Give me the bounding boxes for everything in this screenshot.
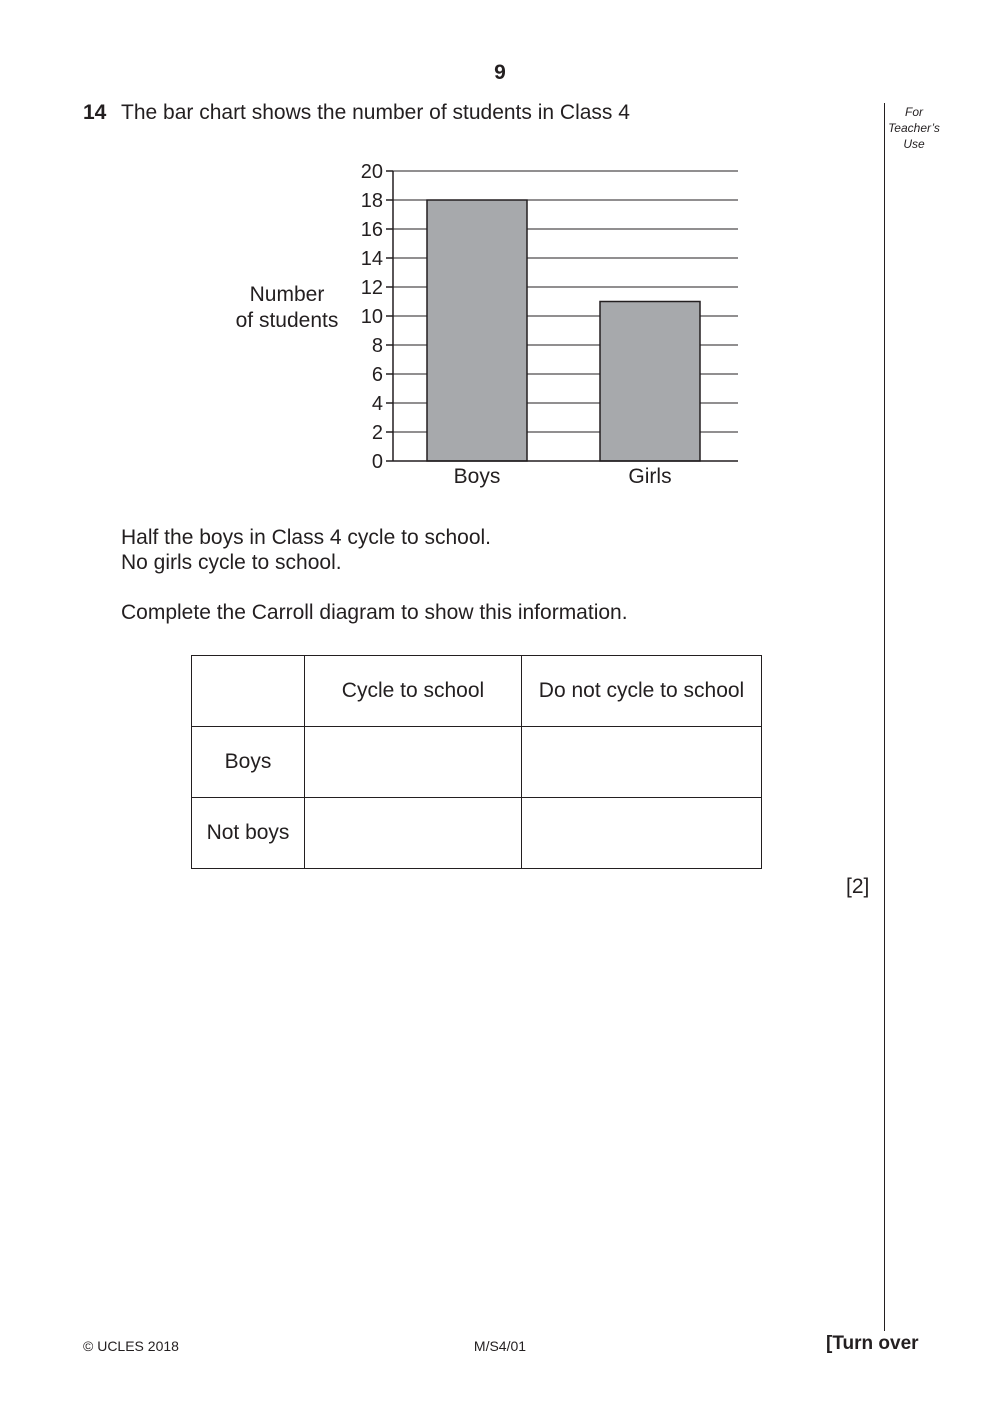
- info-girls-cycle: No girls cycle to school.: [121, 551, 342, 574]
- question-text: The bar chart shows the number of students in Class 4: [121, 101, 630, 124]
- page-number: 9: [494, 61, 506, 84]
- carroll-answer-cell[interactable]: [305, 798, 522, 869]
- carroll-answer-cell[interactable]: [305, 727, 522, 798]
- carroll-col-header: Cycle to school: [305, 656, 522, 727]
- x-tick-label: Boys: [453, 465, 501, 488]
- carroll-answer-cell[interactable]: [522, 727, 762, 798]
- carroll-corner-cell: [192, 656, 305, 727]
- teacher-use-label-line: For: [905, 105, 923, 119]
- carroll-answer-cell[interactable]: [522, 798, 762, 869]
- bar-girls: [600, 302, 700, 462]
- y-tick-label: 14: [360, 248, 383, 270]
- y-axis-label-line: of students: [235, 309, 339, 332]
- y-tick-label: 4: [371, 393, 383, 415]
- teacher-use-label-line: Teacher’s: [888, 121, 940, 135]
- y-tick-label: 10: [360, 306, 383, 328]
- y-tick-label: 0: [371, 451, 383, 473]
- y-tick-label: 12: [360, 277, 383, 299]
- y-tick-label: 8: [371, 335, 383, 357]
- y-tick-label: 18: [360, 190, 383, 212]
- bar-boys: [427, 200, 527, 461]
- x-axis-labels: [454, 465, 672, 488]
- info-boys-cycle: Half the boys in Class 4 cycle to school.: [121, 526, 492, 549]
- bar-chart: [0, 0, 1000, 500]
- y-tick-label: 2: [371, 422, 383, 444]
- carroll-diagram: [191, 655, 762, 869]
- y-tick-label: 16: [360, 219, 383, 241]
- x-tick-label: Girls: [628, 465, 672, 488]
- chart-bars: [427, 200, 700, 461]
- carroll-row-header: Not boys: [192, 798, 305, 869]
- marks-allocation: [2]: [846, 875, 870, 898]
- carroll-row-header: Boys: [192, 727, 305, 798]
- teacher-use-label-line: Use: [903, 137, 925, 151]
- question-number: 14: [83, 101, 107, 124]
- y-axis-ticks: [361, 161, 393, 473]
- paper-code: M/S4/01: [473, 1338, 527, 1354]
- y-axis-label-line: Number: [249, 283, 325, 306]
- turn-over-label: [Turn over: [826, 1333, 919, 1354]
- carroll-row-not-boys: [192, 798, 762, 869]
- copyright: © UCLES 2018: [83, 1338, 179, 1354]
- carroll-col-header: Do not cycle to school: [522, 656, 762, 727]
- carroll-row-boys: [192, 727, 762, 798]
- carroll-header-row: [192, 656, 762, 727]
- y-tick-label: 20: [360, 161, 383, 183]
- y-tick-label: 6: [371, 364, 383, 386]
- instruction-text: Complete the Carroll diagram to show this information.: [121, 601, 628, 624]
